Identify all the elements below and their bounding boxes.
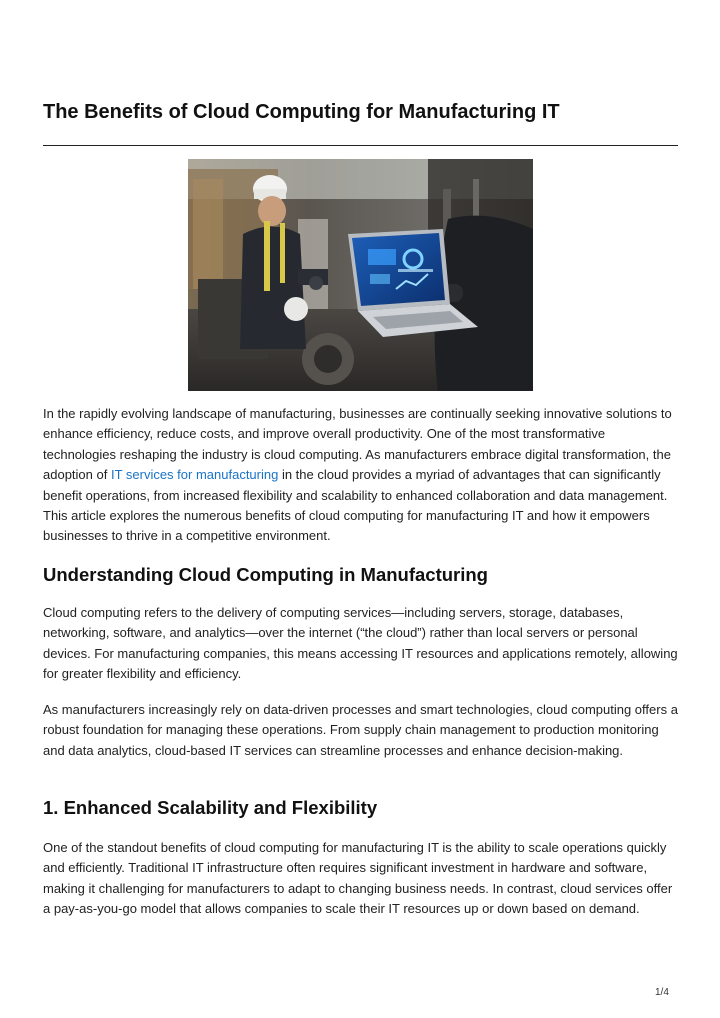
intro-text-after-link: in the cloud provides a myriad of advantages that can significantly benefit operations, from increased flexibility and scalability to enhanced collaboration and data management. This article explores the numerous benefits of cloud computing for manufacturing IT and how it empowers businesses to thrive in a competitive environment. (43, 467, 668, 544)
intro-text-before-link: In the rapidly evolving landscape of manufacturing, businesses are continually seeking innovative solutions to enhance efficiency, reduce costs, and improve overall productivity. One of the most transformative technologies reshaping the industry is cloud computing. As manufacturers embrace digital transformation, the adoption of (43, 406, 672, 483)
body-paragraph: One of the standout benefits of cloud computing for manufacturing IT is the ability to scale operations quickly and efficiently. Traditional IT infrastructure often requires significant investment in hardware and software, making it challenging for manufacturers to adapt to changing business needs. In contrast, cloud services offer a pay-as-you-go model that allows companies to scale their IT resources up or down based on demand. (43, 840, 673, 917)
page-number: 1/4 (655, 987, 669, 998)
body-paragraph: Cloud computing refers to the delivery of computing services—including servers, storage, databases, networking, software, and analytics—over the internet (“the cloud”) rather than local servers or personal devices. For manufacturing companies, this means accessing IT resources and applications remotely, allowing for greater flexibility and efficiency. (43, 605, 678, 682)
section-heading-understanding: Understanding Cloud Computing in Manufacturing (43, 564, 488, 585)
section-heading-scalability: 1. Enhanced Scalability and Flexibility (43, 797, 378, 818)
page-title: The Benefits of Cloud Computing for Manufacturing IT (43, 101, 560, 123)
intro-paragraph (43, 404, 678, 547)
body-paragraph: As manufacturers increasingly rely on data-driven processes and smart technologies, cloud computing offers a robust foundation for managing these operations. From supply chain management to production monitoring and data analytics, cloud-based IT services can streamline processes and enhance decision-making. (43, 702, 678, 758)
title-divider (43, 145, 678, 146)
hero-image (188, 159, 533, 391)
it-services-link[interactable]: IT services for manufacturing (110, 467, 279, 483)
